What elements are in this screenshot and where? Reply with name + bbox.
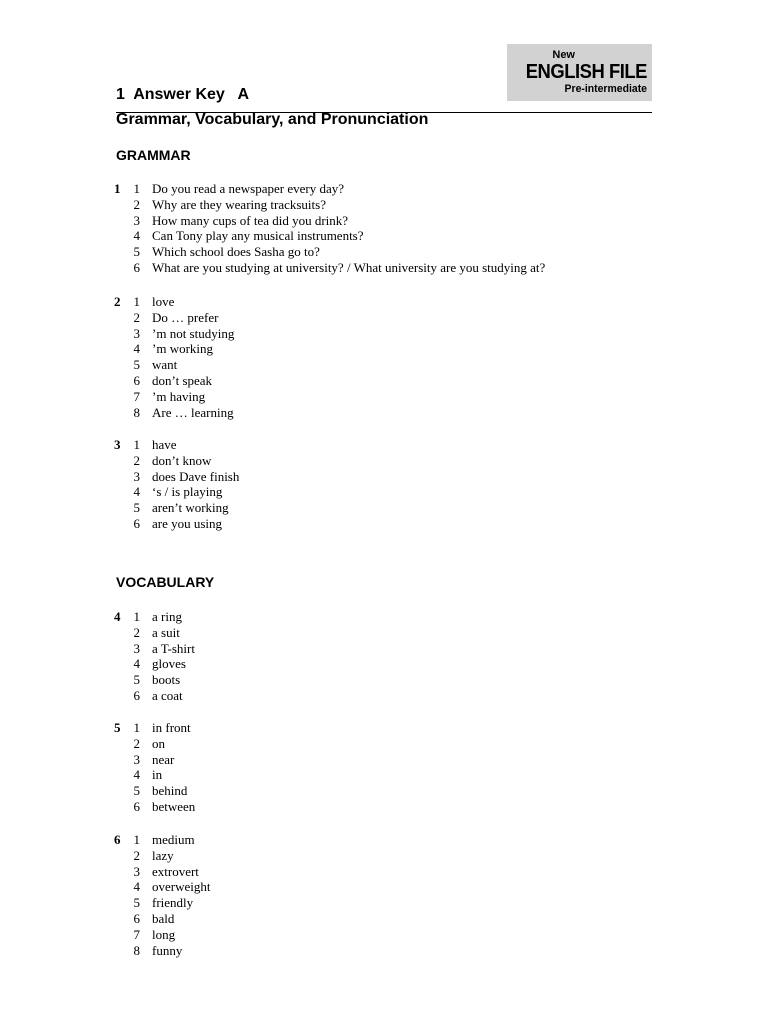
exercise-number: 4 bbox=[114, 609, 121, 624]
answer-text: are you using bbox=[152, 515, 223, 531]
answer-number: 1 bbox=[133, 609, 140, 624]
answer-text: don’t know bbox=[152, 452, 212, 468]
answer-item bbox=[128, 213, 545, 229]
answer-list bbox=[128, 294, 234, 420]
answer-item bbox=[128, 625, 195, 641]
answer-list bbox=[128, 437, 239, 532]
answer-item bbox=[128, 341, 234, 357]
answer-number: 2 bbox=[133, 735, 140, 751]
answer-list bbox=[128, 181, 545, 276]
answer-number: 2 bbox=[133, 309, 140, 325]
exercise-number: 3 bbox=[114, 437, 121, 452]
answer-number: 6 bbox=[133, 687, 140, 703]
answer-item bbox=[128, 294, 234, 310]
answer-text: gloves bbox=[152, 656, 186, 672]
answer-number: 5 bbox=[133, 244, 140, 260]
exercise-number: 6 bbox=[114, 832, 121, 847]
answer-item bbox=[128, 672, 195, 688]
answer-item bbox=[128, 767, 195, 783]
answer-item bbox=[128, 656, 195, 672]
answer-number: 1 bbox=[133, 720, 140, 735]
answer-text: lazy bbox=[152, 847, 174, 863]
answer-item bbox=[128, 373, 234, 389]
answer-text: long bbox=[152, 926, 176, 942]
answer-item bbox=[128, 310, 234, 326]
answer-text: Do you read a newspaper every day? bbox=[152, 181, 345, 196]
answer-number: 3 bbox=[133, 640, 140, 656]
answer-item bbox=[128, 181, 545, 197]
answer-number: 7 bbox=[133, 388, 140, 404]
answer-number: 3 bbox=[133, 863, 140, 879]
answer-number: 1 bbox=[133, 181, 140, 196]
answer-text: a suit bbox=[152, 624, 180, 640]
answer-text: a T-shirt bbox=[152, 640, 195, 656]
answer-item bbox=[128, 244, 545, 260]
answer-item bbox=[128, 911, 210, 927]
answer-item bbox=[128, 326, 234, 342]
answer-text: What are you studying at university? / What university are you studying at? bbox=[152, 259, 546, 275]
answer-item bbox=[128, 641, 195, 657]
answer-text: Which school does Sasha go to? bbox=[152, 244, 320, 260]
answer-number: 5 bbox=[133, 500, 140, 516]
answer-text: ’m having bbox=[152, 388, 206, 404]
answer-text: Do … prefer bbox=[152, 309, 219, 325]
answer-item bbox=[128, 783, 195, 799]
answer-text: boots bbox=[152, 672, 181, 688]
answer-item bbox=[128, 469, 239, 485]
answer-number: 8 bbox=[133, 404, 140, 420]
answer-text: in bbox=[152, 767, 163, 783]
answer-item bbox=[128, 516, 239, 532]
answer-text: between bbox=[152, 798, 196, 814]
answer-text: overweight bbox=[152, 879, 211, 895]
answer-number: 4 bbox=[133, 656, 140, 672]
answer-list bbox=[128, 720, 195, 815]
answer-item bbox=[128, 228, 545, 244]
logo-line-new: New bbox=[552, 49, 575, 61]
exercise-number: 1 bbox=[114, 181, 121, 196]
answer-item bbox=[128, 484, 239, 500]
answer-text: want bbox=[152, 357, 178, 373]
answer-text: a ring bbox=[152, 609, 182, 624]
answer-item bbox=[128, 197, 545, 213]
answer-text: funny bbox=[152, 942, 183, 958]
answer-item bbox=[128, 688, 195, 704]
answer-text: How many cups of tea did you drink? bbox=[152, 212, 349, 228]
answer-number: 4 bbox=[133, 484, 140, 500]
answer-number: 3 bbox=[133, 751, 140, 767]
answer-number: 1 bbox=[133, 294, 140, 309]
answer-text: have bbox=[152, 437, 177, 452]
answer-number: 6 bbox=[133, 515, 140, 531]
answer-number: 5 bbox=[133, 783, 140, 799]
answer-number: 2 bbox=[133, 847, 140, 863]
answer-number: 2 bbox=[133, 624, 140, 640]
answer-text: friendly bbox=[152, 895, 194, 911]
answer-item bbox=[128, 879, 210, 895]
answer-number: 5 bbox=[133, 895, 140, 911]
answer-text: near bbox=[152, 751, 175, 767]
exercise-number: 5 bbox=[114, 720, 121, 735]
section-heading-vocabulary: VOCABULARY bbox=[116, 574, 215, 590]
answer-number: 4 bbox=[133, 879, 140, 895]
answer-number: 4 bbox=[133, 228, 140, 244]
answer-text: Can Tony play any musical instruments? bbox=[152, 228, 364, 244]
page-subtitle: Grammar, Vocabulary, and Pronunciation bbox=[116, 111, 429, 128]
answer-text: love bbox=[152, 294, 175, 309]
answer-text: aren’t working bbox=[152, 500, 229, 516]
answer-number: 6 bbox=[133, 910, 140, 926]
answer-text: bald bbox=[152, 910, 175, 926]
answer-text: ’m working bbox=[152, 341, 214, 357]
answer-number: 4 bbox=[133, 767, 140, 783]
answer-item bbox=[128, 848, 210, 864]
answer-text: on bbox=[152, 735, 165, 751]
answer-list bbox=[128, 832, 210, 958]
answer-item bbox=[128, 895, 210, 911]
answer-number: 4 bbox=[133, 341, 140, 357]
answer-text: medium bbox=[152, 832, 195, 847]
answer-item bbox=[128, 609, 195, 625]
answer-number: 5 bbox=[133, 672, 140, 688]
answer-list bbox=[128, 609, 195, 704]
section-heading-grammar: GRAMMAR bbox=[116, 147, 191, 163]
answer-text: don’t speak bbox=[152, 372, 213, 388]
answer-text: does Dave finish bbox=[152, 468, 240, 484]
answer-item bbox=[128, 437, 239, 453]
answer-text: in front bbox=[152, 720, 191, 735]
answer-text: behind bbox=[152, 783, 188, 799]
exercise-number: 2 bbox=[114, 294, 121, 309]
answer-number: 1 bbox=[133, 437, 140, 452]
answer-text: ‘s / is playing bbox=[152, 484, 223, 500]
answer-item bbox=[128, 389, 234, 405]
answer-number: 1 bbox=[133, 832, 140, 847]
answer-item bbox=[128, 943, 210, 959]
answer-text: Are … learning bbox=[152, 404, 234, 420]
answer-number: 6 bbox=[133, 259, 140, 275]
answer-item bbox=[128, 453, 239, 469]
answer-number: 5 bbox=[133, 357, 140, 373]
logo-line-title: ENGLISH FILE bbox=[525, 61, 647, 83]
answer-number: 6 bbox=[133, 798, 140, 814]
answer-number: 6 bbox=[133, 372, 140, 388]
answer-item bbox=[128, 927, 210, 943]
answer-item bbox=[128, 357, 234, 373]
answer-item bbox=[128, 720, 195, 736]
answer-item bbox=[128, 832, 210, 848]
answer-number: 2 bbox=[133, 452, 140, 468]
answer-text: ’m not studying bbox=[152, 325, 235, 341]
page-title: 1 Answer Key A bbox=[116, 86, 250, 103]
answer-item bbox=[128, 260, 545, 276]
answer-item bbox=[128, 864, 210, 880]
answer-number: 3 bbox=[133, 212, 140, 228]
english-file-logo bbox=[507, 44, 652, 101]
logo-line-level: Pre-intermediate bbox=[564, 83, 647, 95]
answer-text: Why are they wearing tracksuits? bbox=[152, 196, 326, 212]
answer-number: 2 bbox=[133, 196, 140, 212]
answer-number: 7 bbox=[133, 926, 140, 942]
answer-number: 3 bbox=[133, 325, 140, 341]
answer-number: 3 bbox=[133, 468, 140, 484]
answer-text: extrovert bbox=[152, 863, 199, 879]
answer-number: 8 bbox=[133, 942, 140, 958]
answer-item bbox=[128, 799, 195, 815]
answer-item bbox=[128, 752, 195, 768]
answer-item bbox=[128, 500, 239, 516]
answer-text: a coat bbox=[152, 687, 183, 703]
answer-item bbox=[128, 736, 195, 752]
answer-item bbox=[128, 405, 234, 421]
